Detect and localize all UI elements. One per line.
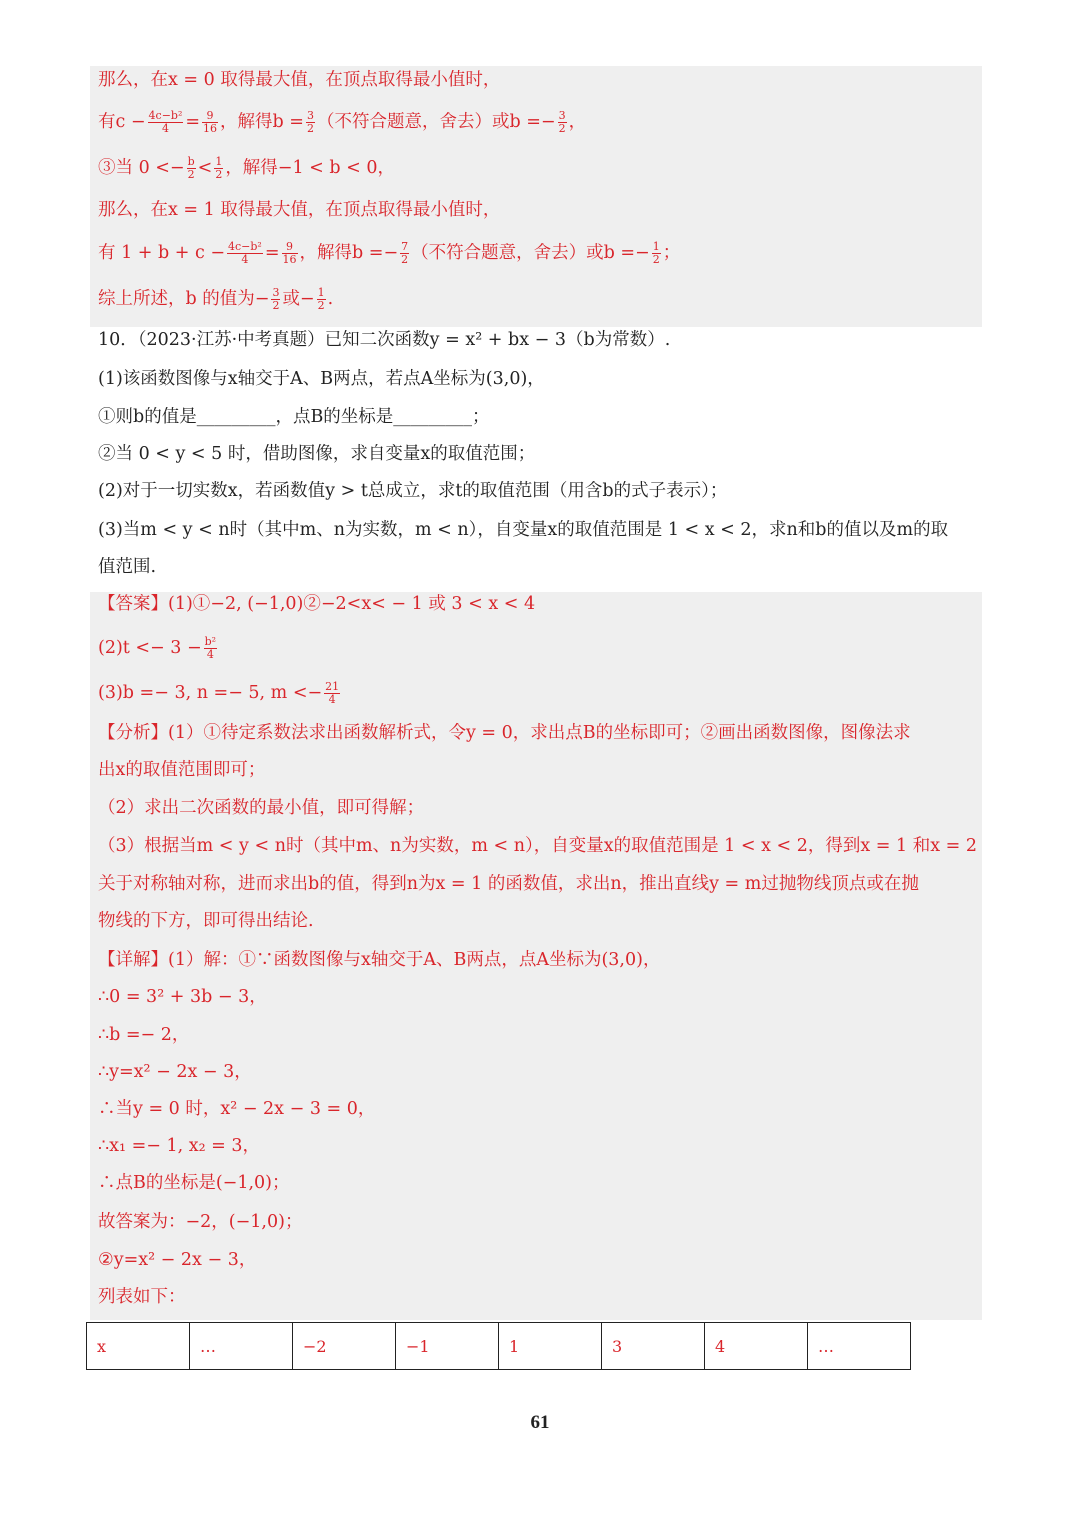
answer-1: 【答案】(1)①−2, (−1,0)②−2<x< − 1 或 3 < x < 4: [98, 594, 536, 614]
prev-line-5: 有 1 + b + c − $\frac{\text{4c−b²}}{4}$ = $\frac{9}{16}$ ，解得b =− $\frac{7}{2}$ （不符合题意，舍去）或b =− $\frac{1}{2}$ ；: [98, 240, 681, 266]
detail-7: ∴点B的坐标是(−1,0)；: [98, 1173, 290, 1193]
detail-5: ∴当y = 0 时，x² − 2x − 3 = 0，: [98, 1099, 376, 1119]
prev-line-2: 有c − $\frac{\text{4c−b²}}{4}$ = $\frac{9}{16}$ ，解得b = $\frac{3}{2}$ （不符合题意，舍去）或b =− $\frac{3}{2}$ ，: [98, 109, 587, 135]
prev-line-3: ③当 0 <− $\frac{b}{2}$ < $\frac{1}{2}$ ，解得−1 < b < 0，: [98, 155, 396, 181]
analysis-4: （3）根据当m < y < n时（其中m、n为实数，m < n），自变量x的取值范围是 1 < x < 2，得到x = 1 和x = 2: [98, 836, 978, 856]
prev-line-4: 那么，在x = 1 取得最大值，在顶点取得最小值时，: [98, 200, 501, 220]
table-cell: …: [190, 1323, 293, 1370]
detail-4: ∴y=x² − 2x − 3，: [98, 1062, 252, 1082]
question-part-1a: ①则b的值是_________，点B的坐标是_________；: [98, 407, 490, 427]
detail-8: 故答案为：−2，(−1,0)；: [98, 1212, 303, 1232]
value-table: [86, 1322, 911, 1370]
question-part-1b: ②当 0 < y < 5 时，借助图像，求自变量x的取值范围；: [98, 444, 536, 464]
question-heading: 10．（2023·江苏·中考真题）已知二次函数y = x² + bx − 3（b为常数）.: [98, 330, 671, 350]
prev-line-1: 那么，在x = 0 取得最大值，在顶点取得最小值时，: [98, 70, 501, 90]
table-cell: 4: [705, 1323, 808, 1370]
table-cell: −2: [293, 1323, 396, 1370]
question-part-1: (1)该函数图像与x轴交于A、B两点，若点A坐标为(3,0)，: [98, 369, 545, 389]
analysis-3: （2）求出二次函数的最小值，即可得解；: [98, 798, 425, 818]
detail-6: ∴x₁ =− 1, x₂ = 3，: [98, 1136, 261, 1156]
table-cell: x: [87, 1323, 190, 1370]
detail-2: ∴0 = 3² + 3b − 3，: [98, 987, 267, 1007]
answer-3: (3)b =− 3, n =− 5, m <− $\frac{21}{4}$: [98, 680, 340, 706]
detail-1: 【详解】(1）解：①∵函数图像与x轴交于A、B两点，点A坐标为(3,0)，: [98, 950, 661, 970]
detail-10: 列表如下：: [98, 1287, 186, 1307]
table-cell: −1: [396, 1323, 499, 1370]
prev-conclusion: 综上所述，b 的值为− $\frac{3}{2}$ 或− $\frac{1}{2}$ .: [98, 286, 334, 312]
page-number: 61: [530, 1412, 550, 1433]
analysis-5: 关于对称轴对称，进而求出b的值，得到n为x = 1 的函数值，求出n，推出直线y = m过抛物线顶点或在抛: [98, 874, 919, 894]
question-part-3: (3)当m < y < n时（其中m、n为实数，m < n），自变量x的取值范围是 1 < x < 2，求n和b的值以及m的取: [98, 520, 949, 540]
question-part-2: (2)对于一切实数x，若函数值y > t总成立，求t的取值范围（用含b的式子表示）；: [98, 481, 728, 501]
analysis-1: 【分析】(1）①待定系数法求出函数解析式，令y = 0，求出点B的坐标即可；②画出函数图像，图像法求: [98, 723, 911, 743]
answer-2: (2)t <− 3 − $\frac{\text{b²}}{4}$: [98, 635, 217, 661]
detail-3: ∴b =− 2，: [98, 1025, 190, 1045]
table-cell: 3: [602, 1323, 705, 1370]
question-part-3-cont: 值范围.: [98, 557, 157, 577]
table-row: [87, 1323, 911, 1370]
table-cell: 1: [499, 1323, 602, 1370]
analysis-2: 出x的取值范围即可；: [98, 760, 266, 780]
analysis-6: 物线的下方，即可得出结论.: [98, 911, 314, 931]
table-cell: …: [808, 1323, 911, 1370]
detail-9: ②y=x² − 2x − 3，: [98, 1250, 257, 1270]
